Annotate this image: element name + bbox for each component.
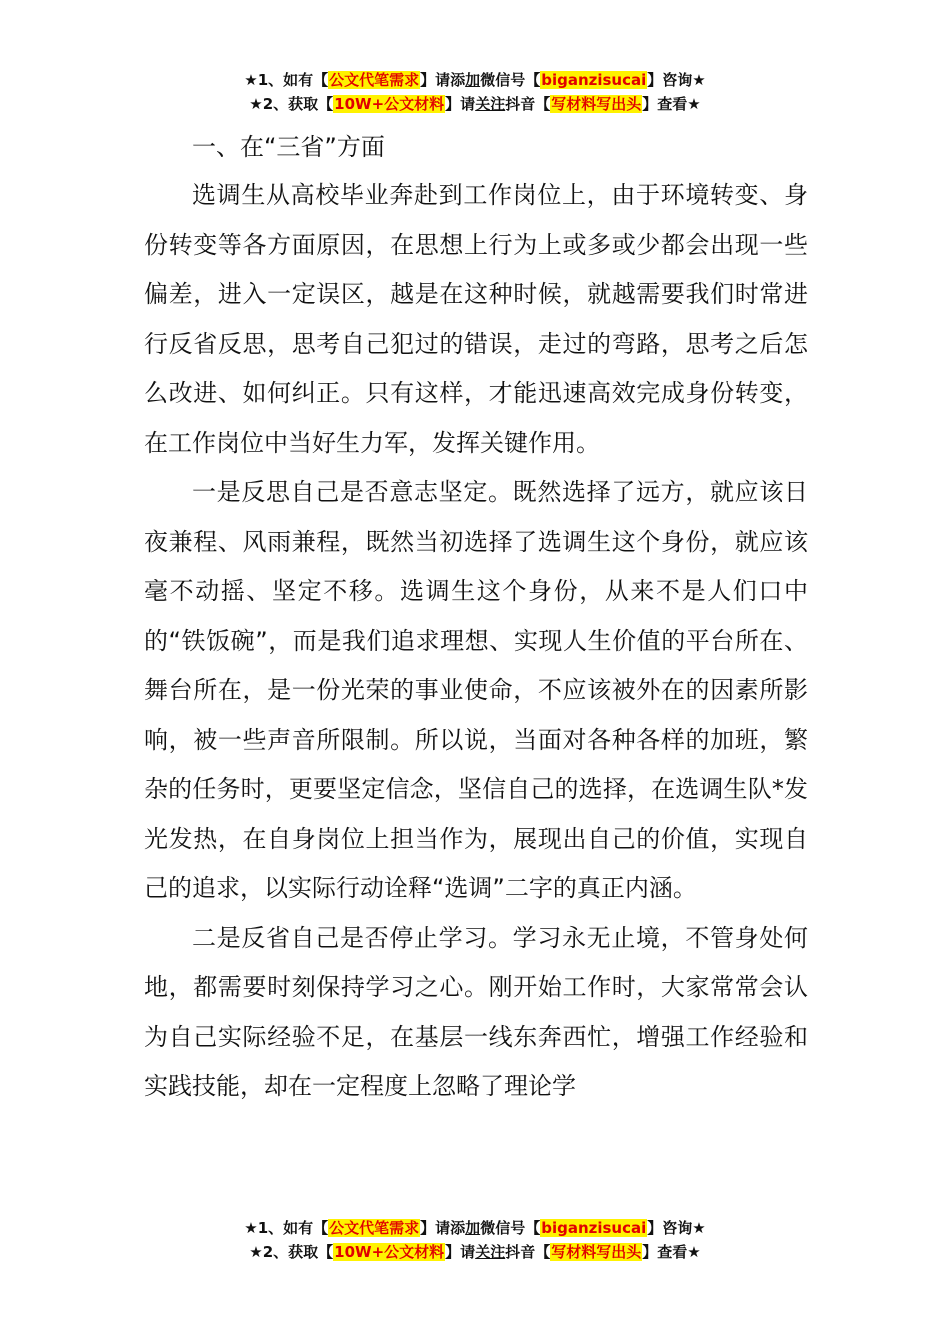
promo-text: 】请添 (420, 1219, 466, 1237)
star-icon: ★ (687, 95, 701, 113)
promo-line-1 (0, 68, 950, 92)
promo-text: 加 (465, 71, 481, 89)
promo-text: 1、如有【 (257, 1219, 329, 1237)
promo-text: 】请添 (420, 71, 466, 89)
promo-text: 1、如有【 (257, 71, 329, 89)
promo-line-2 (0, 1240, 950, 1264)
star-icon: ★ (692, 71, 706, 89)
header-promo-banner (0, 68, 950, 116)
promo-highlight: 10W+公文材料 (334, 1243, 445, 1261)
promo-text: 关注 (475, 1243, 506, 1261)
paragraph: 二是反省自己是否停止学习。学习永无止境，不管身处何地，都需要时刻保持学习之心。刚开始工作时，大家常常会认为自己实际经验不足，在基层一线东奔西忙，增强工作经验和实践技能，却在一定程度上忽略了理论学 (144, 923, 808, 1100)
promo-highlight: biganzisucai (541, 71, 647, 89)
promo-highlight: 写材料写出头 (551, 95, 642, 113)
promo-highlight: 10W+公文材料 (334, 95, 445, 113)
promo-text: 】查看 (642, 95, 688, 113)
star-icon: ★ (687, 1243, 701, 1261)
section-heading: 一、在“三省”方面 (192, 133, 385, 161)
promo-text: 关注 (475, 95, 506, 113)
footer-promo-banner (0, 1216, 950, 1264)
promo-highlight: 公文代笔需求 (329, 1219, 420, 1237)
promo-text: 2、获取【 (262, 1243, 334, 1261)
promo-highlight: biganzisucai (541, 1219, 647, 1237)
promo-text: 】咨询 (647, 71, 693, 89)
document-body (144, 124, 808, 1112)
promo-text: 加 (465, 1219, 481, 1237)
promo-text: 抖音【 (505, 1243, 551, 1261)
paragraph: 选调生从高校毕业奔赴到工作岗位上，由于环境转变、身份转变等各方面原因，在思想上行为上或多或少都会出现一些偏差，进入一定误区，越是在这种时候，就越需要我们时常进行反省反思，思考自己犯过的错误，走过的弯路，思考之后怎么改进、如何纠正。只有这样，才能迅速高效完成身份转变，在工作岗位中当好生力军，发挥关键作用。 (144, 181, 808, 457)
star-icon: ★ (249, 95, 263, 113)
promo-text: 】咨询 (647, 1219, 693, 1237)
promo-line-2 (0, 92, 950, 116)
promo-text: 微信号【 (480, 71, 541, 89)
promo-line-1 (0, 1216, 950, 1240)
star-icon: ★ (244, 71, 258, 89)
promo-highlight: 公文代笔需求 (329, 71, 420, 89)
promo-text: 】请 (445, 95, 476, 113)
star-icon: ★ (692, 1219, 706, 1237)
paragraph: 一是反思自己是否意志坚定。既然选择了远方，就应该日夜兼程、风雨兼程，既然当初选择了选调生这个身份，就应该毫不动摇、坚定不移。选调生这个身份，从来不是人们口中的“铁饭碗”，而是我们追求理想、实现人生价值的平台所在、舞台所在，是一份光荣的事业使命，不应该被外在的因素所影响，被一些声音所限制。所以说，当面对各种各样的加班，繁杂的任务时，更要坚定信念，坚信自己的选择，在选调生队*发光发热，在自身岗位上担当作为，展现出自己的价值，实现自己的追求，以实际行动诠释“选调”二字的真正内涵。 (144, 478, 808, 902)
star-icon: ★ (244, 1219, 258, 1237)
star-icon: ★ (249, 1243, 263, 1261)
promo-text: 】请 (445, 1243, 476, 1261)
promo-text: 微信号【 (480, 1219, 541, 1237)
promo-text: 2、获取【 (262, 95, 334, 113)
promo-highlight: 写材料写出头 (551, 1243, 642, 1261)
promo-text: 】查看 (642, 1243, 688, 1261)
promo-text: 抖音【 (505, 95, 551, 113)
